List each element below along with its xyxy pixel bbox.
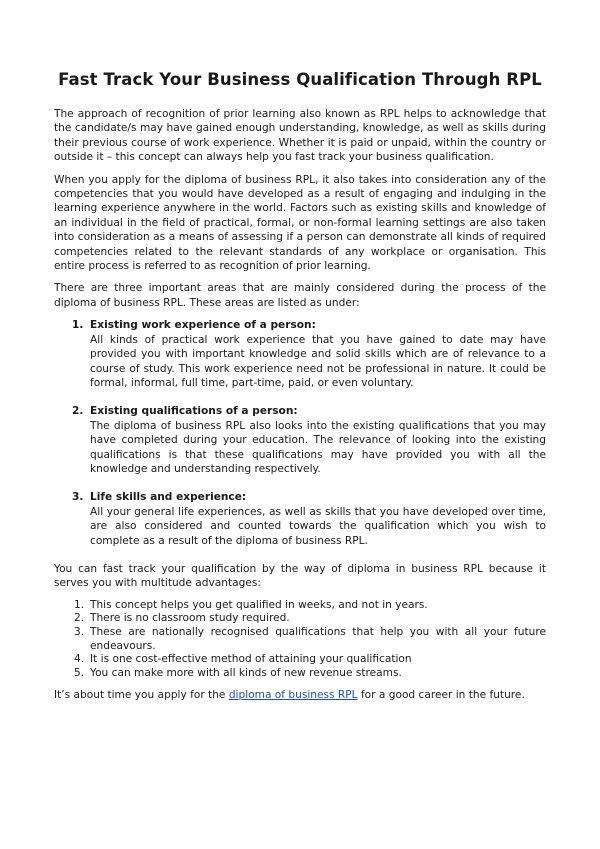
advantages-list: [54, 599, 546, 681]
closing-paragraph: [54, 688, 546, 702]
area-description: All your general life experiences, as well as skills that you have developed over time, are also considered and counted towards the qualification which you wish to complete as a result of the diploma of business RPL.: [90, 505, 546, 547]
closing-text-after: for a good career in the future.: [357, 689, 525, 702]
diploma-of-business-rpl-link[interactable]: diploma of business RPL: [228, 689, 358, 702]
area-heading: Existing qualifications of a person:: [90, 405, 298, 418]
area-number: 3.: [72, 491, 84, 504]
page-title: Fast Track Your Business Qualification Through RPL: [58, 70, 542, 89]
advantage-text: You can make more with all kinds of new revenue streams.: [90, 666, 402, 679]
advantage-number: 2.: [74, 612, 85, 625]
advantage-text: These are nationally recognised qualifications that help you with all your future endeavours.: [90, 625, 546, 652]
area-heading: Existing work experience of a person:: [90, 319, 316, 332]
advantage-number: 4.: [74, 653, 85, 666]
advantage-item: [74, 653, 546, 667]
advantage-text: There is no classroom study required.: [90, 612, 290, 625]
advantages-intro-paragraph: You can fast track your qualification by the way of diploma in business RPL because it serves you with multitude advantages:: [54, 562, 546, 590]
areas-intro-paragraph: There are three important areas that are mainly considered during the process of the diploma of business RPL. These areas are listed as under:: [54, 282, 546, 309]
area-number: 2.: [72, 405, 84, 418]
area-item-work-experience: [72, 318, 546, 390]
advantage-item: [74, 625, 546, 653]
diploma-paragraph: When you apply for the diploma of business RPL, it also takes into consideration any of the competencies that you would have developed as a result of engaging and indulging in the learning experience anywhere in the world. Factors such as existing skills and knowledge of an individual in the field of practical, formal, or non-formal learning settings are also taken into consideration as a means of assessing if a person can demonstrate all kinds of required competencies related to the relevant standards of any workplace or organisation. This entire process is referred to as recognition of prior learning.: [54, 173, 546, 273]
advantage-text: It is one cost-effective method of attaining your qualification: [90, 653, 412, 666]
intro-paragraph: The approach of recognition of prior learning also known as RPL helps to acknowledge that the candidate/s may have gained enough understanding, knowledge, as well as skills during their previous course of work experience. Whether it is paid or unpaid, within the country or outside it – this concept can always help you fast track your business qualification.: [54, 108, 546, 164]
area-item-qualifications: [72, 404, 546, 476]
closing-text-before: It’s about time you apply for the: [54, 689, 229, 702]
advantage-item: [74, 612, 546, 626]
advantage-text: This concept helps you get qualified in weeks, and not in years.: [90, 598, 428, 611]
areas-list: [54, 318, 546, 548]
advantage-number: 3.: [74, 625, 85, 638]
area-description: The diploma of business RPL also looks into the existing qualifications that you may have completed during your education. The relevance of looking into the existing qualifications is that these qualifications may have provided you with all the knowledge and understanding respectively.: [90, 419, 546, 475]
area-heading: Life skills and experience:: [90, 491, 247, 504]
area-item-life-skills: [72, 490, 546, 548]
advantage-item: [74, 598, 546, 613]
advantage-item: [74, 666, 546, 681]
advantage-number: 1.: [74, 598, 85, 611]
area-number: 1.: [72, 319, 84, 332]
area-description: All kinds of practical work experience that you have gained to date may have provided you with important knowledge and solid skills which are of relevance to a course of study. This work experience need not be professional in nature. It could be formal, informal, full time, part-time, paid, or even voluntary.: [90, 333, 546, 389]
advantage-number: 5.: [74, 666, 85, 679]
